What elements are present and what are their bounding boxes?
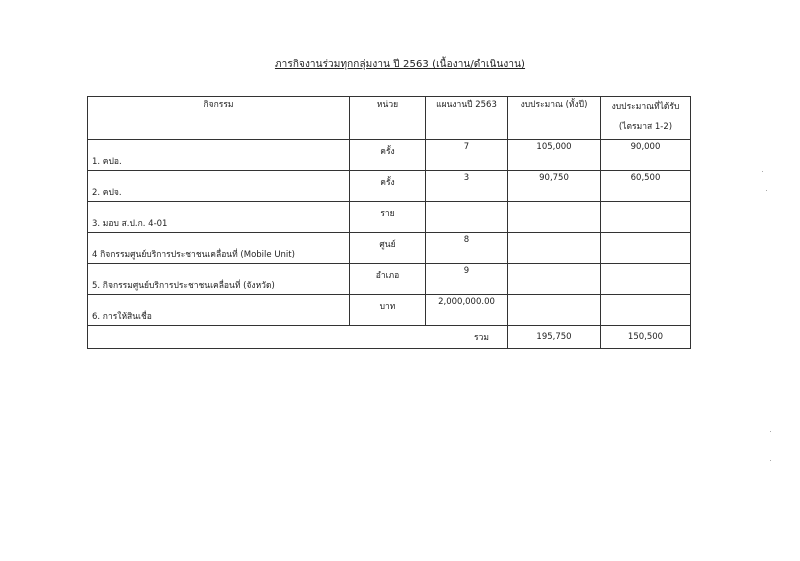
header-budget-received-line2: (ไตรมาส 1-2) bbox=[618, 122, 673, 132]
row-unit: ครั้ง bbox=[350, 140, 426, 171]
header-plan: แผนงานปี 2563 bbox=[426, 97, 508, 140]
row-activity: 4 กิจกรรมศูนย์บริการประชาชนเคลื่อนที่ (Mobile Unit) bbox=[88, 233, 350, 264]
row-unit: บาท bbox=[350, 295, 426, 326]
total-row bbox=[88, 326, 691, 349]
table-row bbox=[88, 171, 691, 202]
row-plan bbox=[426, 202, 508, 233]
document-title-text: ภารกิจงานร่วมทุกกลุ่มงาน ปี 2563 (เนื้องาน/ดำเนินงาน) bbox=[274, 59, 526, 70]
row-budget-received bbox=[601, 264, 691, 295]
row-budget-received: 60,500 bbox=[601, 171, 691, 202]
row-plan: 2,000,000.00 bbox=[426, 295, 508, 326]
row-budget-year: 105,000 bbox=[508, 140, 601, 171]
row-budget-received bbox=[601, 202, 691, 233]
activities-table bbox=[87, 96, 691, 349]
row-activity: 1. คปอ. bbox=[88, 140, 350, 171]
row-budget-year bbox=[508, 233, 601, 264]
row-plan: 9 bbox=[426, 264, 508, 295]
header-unit: หน่วย bbox=[350, 97, 426, 140]
row-activity: 5. กิจกรรมศูนย์บริการประชาชนเคลื่อนที่ (จังหวัด) bbox=[88, 264, 350, 295]
scan-speck bbox=[770, 431, 771, 432]
scan-speck bbox=[766, 190, 767, 191]
total-label: รวม bbox=[88, 326, 508, 349]
table-row bbox=[88, 264, 691, 295]
row-budget-year: 90,750 bbox=[508, 171, 601, 202]
row-budget-received bbox=[601, 233, 691, 264]
document-title bbox=[0, 57, 800, 72]
row-plan: 7 bbox=[426, 140, 508, 171]
total-budget-received: 150,500 bbox=[601, 326, 691, 349]
table-row bbox=[88, 233, 691, 264]
row-budget-received bbox=[601, 295, 691, 326]
table-row bbox=[88, 140, 691, 171]
table-row bbox=[88, 202, 691, 233]
row-budget-year bbox=[508, 295, 601, 326]
header-budget-received bbox=[601, 97, 691, 140]
row-plan: 3 bbox=[426, 171, 508, 202]
row-activity: 2. คปจ. bbox=[88, 171, 350, 202]
row-budget-received: 90,000 bbox=[601, 140, 691, 171]
scan-speck bbox=[770, 460, 771, 461]
row-plan: 8 bbox=[426, 233, 508, 264]
row-budget-year bbox=[508, 202, 601, 233]
row-unit: ครั้ง bbox=[350, 171, 426, 202]
table-row bbox=[88, 295, 691, 326]
table-header-row bbox=[88, 97, 691, 140]
row-unit: ศูนย์ bbox=[350, 233, 426, 264]
header-activity: กิจกรรม bbox=[88, 97, 350, 140]
row-activity: 3. มอบ ส.ป.ก. 4-01 bbox=[88, 202, 350, 233]
header-budget-received-line1: งบประมาณที่ได้รับ bbox=[611, 102, 680, 112]
header-budget-year: งบประมาณ (ทั้งปี) bbox=[508, 97, 601, 140]
row-unit: ราย bbox=[350, 202, 426, 233]
row-budget-year bbox=[508, 264, 601, 295]
row-unit: อำเภอ bbox=[350, 264, 426, 295]
row-activity: 6. การให้สินเชื่อ bbox=[88, 295, 350, 326]
total-budget-year: 195,750 bbox=[508, 326, 601, 349]
scan-speck bbox=[762, 171, 763, 172]
